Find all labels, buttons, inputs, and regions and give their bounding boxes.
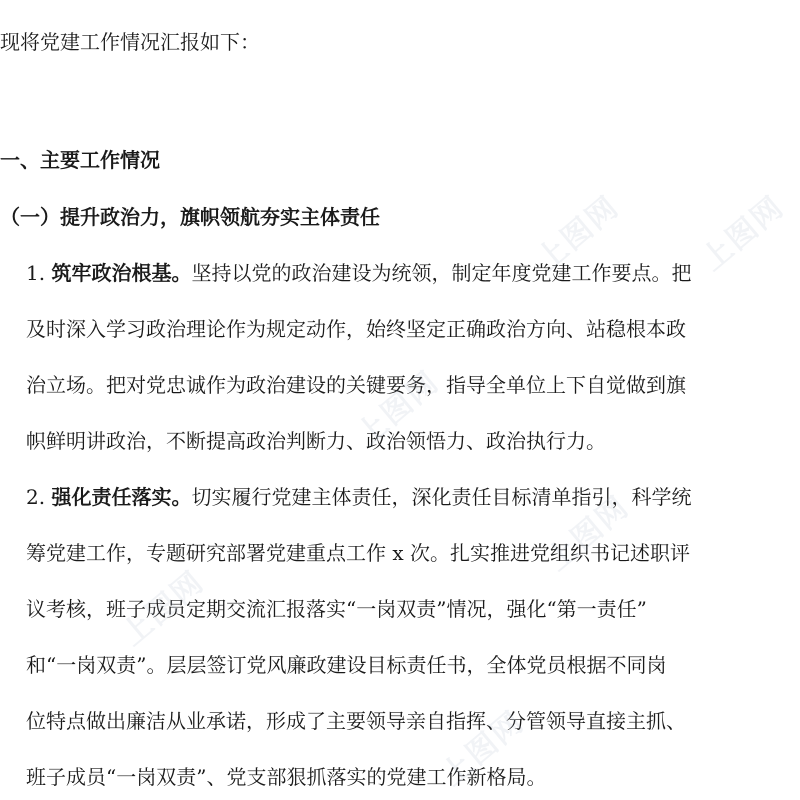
item2-text-line3: 议考核，班子成员定期交流汇报落实“一岗双责”情况，强化“第一责任”: [26, 597, 647, 621]
item1-line2: [0, 315, 800, 343]
item2-line4: [0, 651, 800, 679]
item2-title: 强化责任落实。: [51, 485, 192, 509]
watermark: 上图网: [530, 189, 627, 278]
section-heading: [0, 146, 800, 174]
item2-text-line6: 班子成员“一岗双责”、党支部狠抓落实的党建工作新格局。: [26, 765, 547, 789]
item2-line2: [0, 539, 800, 567]
watermark: 上图网: [540, 489, 637, 578]
item1-text-line3: 治立场。把对党忠诚作为政治建设的关键要务，指导全单位上下自觉做到旗: [26, 373, 686, 397]
item2-text-line2: 筹党建工作，专题研究部署党建重点工作 x 次。扎实推进党组织书记述职评: [26, 541, 690, 565]
item2-number: 2.: [26, 485, 52, 509]
item1-line3: [0, 371, 800, 399]
item2-line1: [0, 483, 800, 511]
item1-title: 筑牢政治根基。: [51, 261, 192, 285]
watermark: 上图网: [115, 564, 212, 653]
subsection-heading: [0, 203, 800, 231]
item2-text-line5: 位特点做出廉洁从业承诺，形成了主要领导亲自指挥、分管领导直接主抓、: [26, 709, 686, 733]
intro-paragraph: [0, 28, 800, 56]
item1-text-line4: 帜鲜明讲政治，不断提高政治判断力、政治领悟力、政治执行力。: [26, 429, 606, 453]
item1-number: 1.: [26, 261, 52, 285]
watermark: 上图网: [695, 189, 792, 278]
subsection-heading-text: （一）提升政治力，旗帜领航夯实主体责任: [0, 205, 380, 229]
item1-line4: [0, 427, 800, 455]
item2-text-line1: 切实履行党建主体责任，深化责任目标清单指引，科学统: [191, 485, 692, 509]
item1-line1: [0, 259, 800, 287]
item2-line6: [0, 763, 800, 791]
item2-line3: [0, 595, 800, 623]
watermark: 上图网: [435, 704, 532, 793]
section-heading-text: 一、主要工作情况: [0, 148, 160, 172]
item1-text-line1: 坚持以党的政治建设为统领，制定年度党建工作要点。把: [191, 261, 692, 285]
watermark: 上图网: [350, 364, 447, 453]
item2-text-line4: 和“一岗双责”。层层签订党风廉政建设目标责任书，全体党员根据不同岗: [26, 653, 667, 677]
item2-line5: [0, 707, 800, 735]
intro-text: 现将党建工作情况汇报如下：: [0, 30, 260, 54]
item1-text-line2: 及时深入学习政治理论作为规定动作，始终坚定正确政治方向、站稳根本政: [26, 317, 686, 341]
